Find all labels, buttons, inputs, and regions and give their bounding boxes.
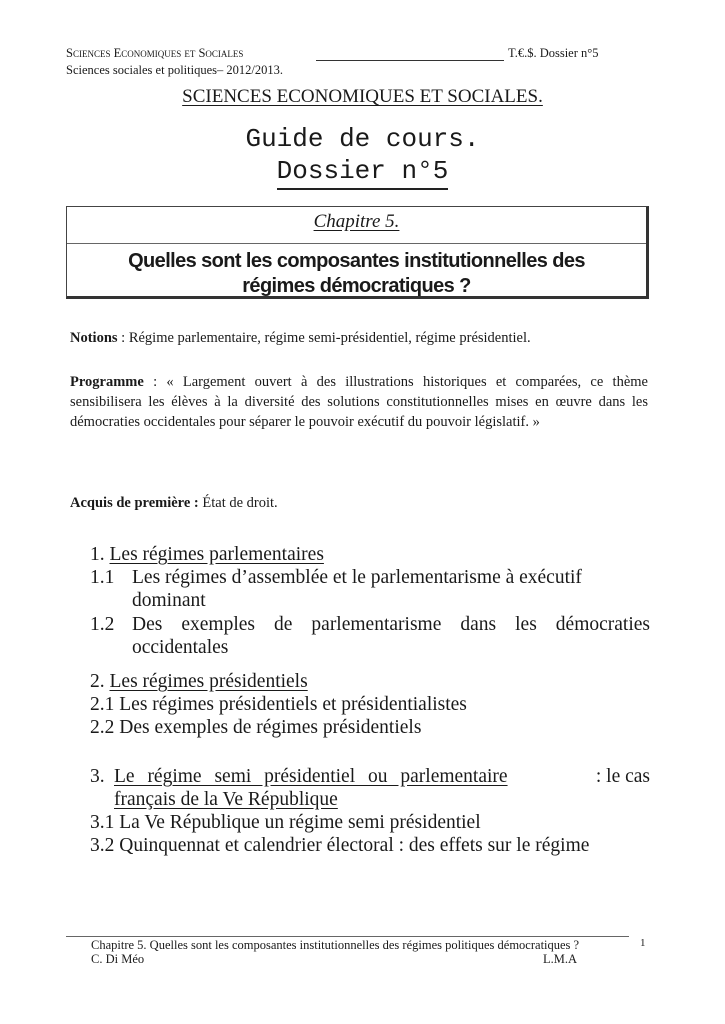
footer-rule bbox=[66, 936, 629, 937]
outline-section-3-1: 3.1 La Ve République un régime semi présidentiel bbox=[90, 812, 481, 833]
outline-section-2: 2. Les régimes présidentiels bbox=[90, 671, 308, 692]
outline-section-2-2: 2.2 Des exemples de régimes présidentiels bbox=[90, 717, 422, 738]
header-dossier: T.€.$. Dossier n°5 bbox=[508, 46, 599, 60]
footer-school: L.M.A bbox=[543, 952, 578, 966]
outline-section-1: 1. Les régimes parlementaires bbox=[90, 544, 324, 565]
outline-section-2-1: 2.1 Les régimes présidentiels et présidentialistes bbox=[90, 694, 467, 715]
chapter-label: Chapitre 5. bbox=[313, 211, 400, 232]
footer-author: C. Di Méo bbox=[91, 952, 145, 966]
outline-section-1-2: 1.2 Des exemples de parlementarisme dans les démocraties occidentales bbox=[90, 614, 650, 658]
header-year: Sciences sociales et politiques– 2012/2013. bbox=[66, 63, 283, 77]
chapter-box bbox=[66, 206, 649, 299]
guide-title: Guide de cours. bbox=[245, 124, 480, 154]
header-subject: Sciences Economiques et Sociales bbox=[66, 46, 244, 60]
programme: Programme : « Largement ouvert à des illustrations historiques et comparées, ce thème sensibilisera les élèves à la diversité des solutions constitutionnelles mises en œuvre dans les démocraties occidentales pour séparer le pouvoir exécutif du pouvoir législatif. » bbox=[70, 374, 648, 430]
main-title: SCIENCES ECONOMIQUES ET SOCIALES. bbox=[182, 86, 543, 107]
header-rule bbox=[316, 60, 504, 61]
outline-section-3-2: 3.2 Quinquennat et calendrier électoral : des effets sur le régime bbox=[90, 835, 590, 856]
chapter-question: Quelles sont les composantes institutionnelles des régimes démocratiques ? bbox=[128, 250, 585, 297]
footer-page-number: 1 bbox=[640, 937, 646, 949]
footer-chapter: Chapitre 5. Quelles sont les composantes institutionnelles des régimes politiques démocratiques ? bbox=[91, 938, 580, 952]
outline-section-1-1: 1.1 Les régimes d’assemblée et le parlementarisme à exécutif dominant bbox=[90, 567, 582, 611]
outline-section-3: 3. Le régime semi présidentiel ou parlementaire : le cas français de la Ve République bbox=[90, 766, 650, 810]
notions: Notions : Régime parlementaire, régime semi-présidentiel, régime présidentiel. bbox=[70, 330, 531, 346]
guide-dossier: Dossier n°5 bbox=[0, 156, 725, 190]
acquis: Acquis de première : État de droit. bbox=[70, 495, 278, 511]
